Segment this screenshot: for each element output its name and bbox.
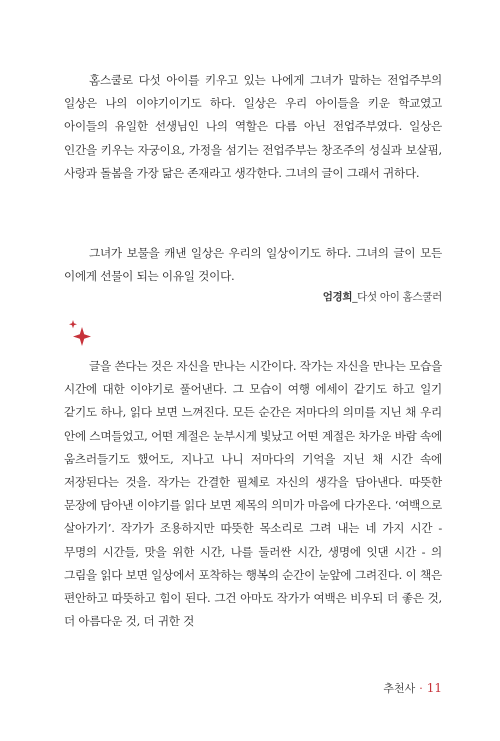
recommender-description: _다섯 아이 홈스쿨러 [352,291,442,303]
recommendation-paragraph-2: 그녀가 보물을 캐낸 일상은 우리의 일상이기도 하다. 그녀의 글이 모든 이에게 선물이 되는 이유일 것이다. [64,246,442,284]
recommender-attribution [323,289,442,304]
page-footer [383,680,442,696]
sparkle-large-star [73,327,91,346]
recommendation-paragraph-3: 글을 쓴다는 것은 자신을 만나는 시간이다. 작가는 자신을 만나는 모습을 시간에 대한 이야기로 풀어낸다. 그 모습이 여행 에세이 같기도 하고 일기 같기도 하나, 읽다 보면 느껴진다. 모든 순간은 저마다의 의미를 지닌 채 우리 안에 스며들었고, 어떤 계절은 눈부시게 빛났고 어떤 계절은 차가운 바람 속에 움츠러들기도 했어도, 지나고 나니 저마다의 기억을 지닌 채 시간 속에 저장된다는 것을. 작가는 간결한 필체로 자신의 생각을 담아낸다. 따뜻한 문장에 담아낸 이야기를 읽다 보면 제목의 의미가 마음에 다가온다. ‘여백으로 살아가기’. 작가가 조용하지만 따뜻한 목소리로 그려 내는 네 가지 시간 - 무명의 시간들, 맛을 위한 시간, 나를 둘러싼 시간, 생명에 잇댄 시간 - 의 그림을 읽다 보면 일상에서 포착하는 행복의 순간이 눈앞에 그려진다. 이 책은 편안하고 따뜻하고 힘이 된다. 그건 아마도 작가가 여백은 비우되 더 좋은 것, 더 아름다운 것, 더 귀한 것 [64,359,442,629]
section-title: 추천사 [383,682,416,695]
recommendation-paragraph-1: 홈스쿨로 다섯 아이를 키우고 있는 나에게 그녀가 말하는 전업주부의 일상은 나의 이야기이기도 하다. 일상은 우리 아이들을 키운 학교였고 아이들의 유일한 선생님인 나의 역할은 다름 아닌 전업주부였다. 일상은 인간을 키우는 자궁이요, 가정을 섬기는 전업주부는 창조주의 성실과 보살핌, 사랑과 돌봄을 가장 닮은 존재라고 생각한다. 그녀의 글이 그래서 귀하다. [64,73,442,180]
recommender-name: 엄경희 [322,291,353,303]
page-number: 11 [426,681,442,695]
footer-separator: · [419,682,423,695]
sparkle-small-star [69,320,77,328]
sparkle-icon [66,318,96,348]
